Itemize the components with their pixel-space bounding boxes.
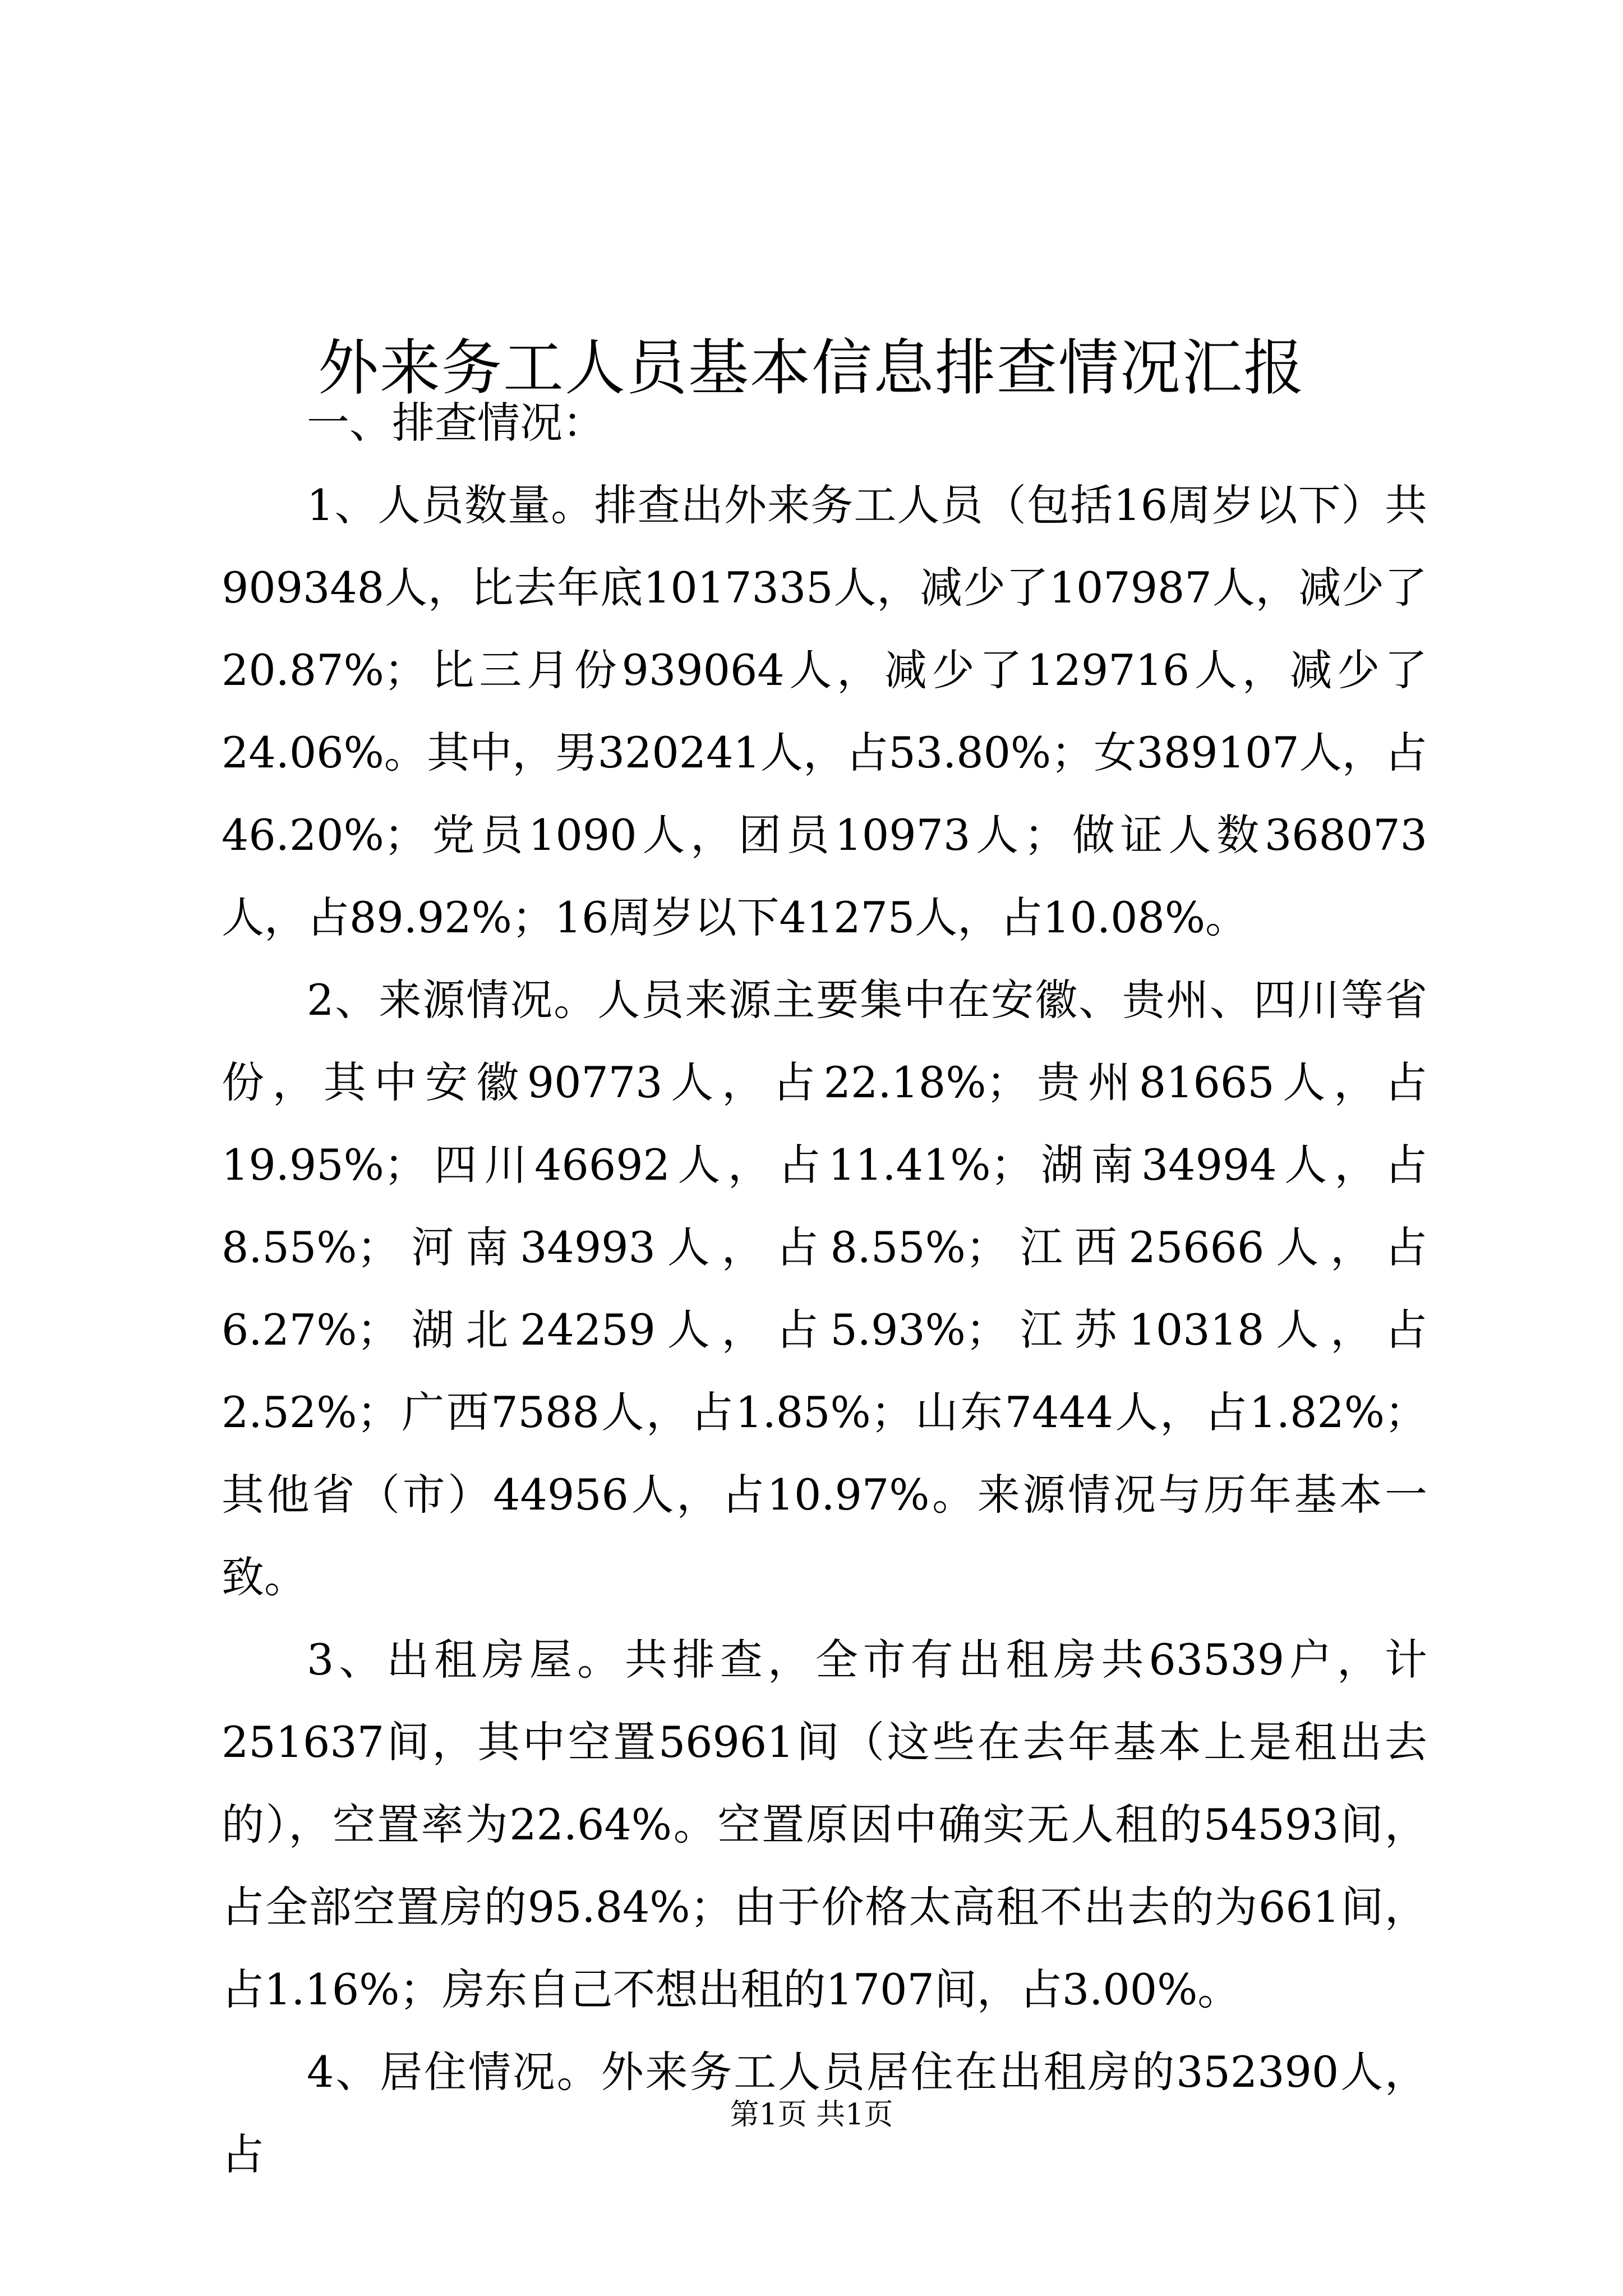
- page-number-footer: 第1页 共1页: [730, 2098, 893, 2132]
- paragraph-rental-housing: 3、出租房屋。共排查，全市有出租房共63539户，计251637间，其中空置56961间（这些在去年基本上是租出去的），空置率为22.64%。空置原因中确实无人租的54593间，占全部空置房的95.84%；由于价格太高租不出去的为661间，占1.16%；房东自己不想出租的1707间，占3.00%。: [222, 1635, 1427, 2014]
- paragraph-source-situation: 2、来源情况。人员来源主要集中在安徽、贵州、四川等省份，其中安徽90773人，占22.18%；贵州81665人，占19.95%；四川46692人，占11.41%；湖南34994人，占8.55%；河南34993人，占8.55%；江西25666人，占6.27%；湖北24259人，占5.93%；江苏10318人，占2.52%；广西7588人，占1.85%；山东7444人，占1.82%；其他省（市）44956人，占10.97%。来源情况与历年基本一致。: [222, 975, 1427, 1602]
- document-body: [222, 381, 1427, 2196]
- paragraph-residence-situation: 4、居住情况。外来务工人员居住在出租房的352390人，占: [222, 2047, 1427, 2179]
- document-title: 外来务工人员基本信息排查情况汇报: [317, 333, 1305, 404]
- paragraph-personnel-count: 1、人员数量。排查出外来务工人员（包括16周岁以下）共909348人，比去年底1017335人，减少了107987人，减少了20.87%；比三月份939064人，减少了129716人，减少了24.06%。其中，男320241人，占53.80%；女389107人，占46.20%；党员1090人，团员10973人；做证人数368073人，占89.92%；16周岁以下41275人，占10.08%。: [222, 480, 1427, 942]
- section-heading: 一、排查情况：: [307, 398, 605, 448]
